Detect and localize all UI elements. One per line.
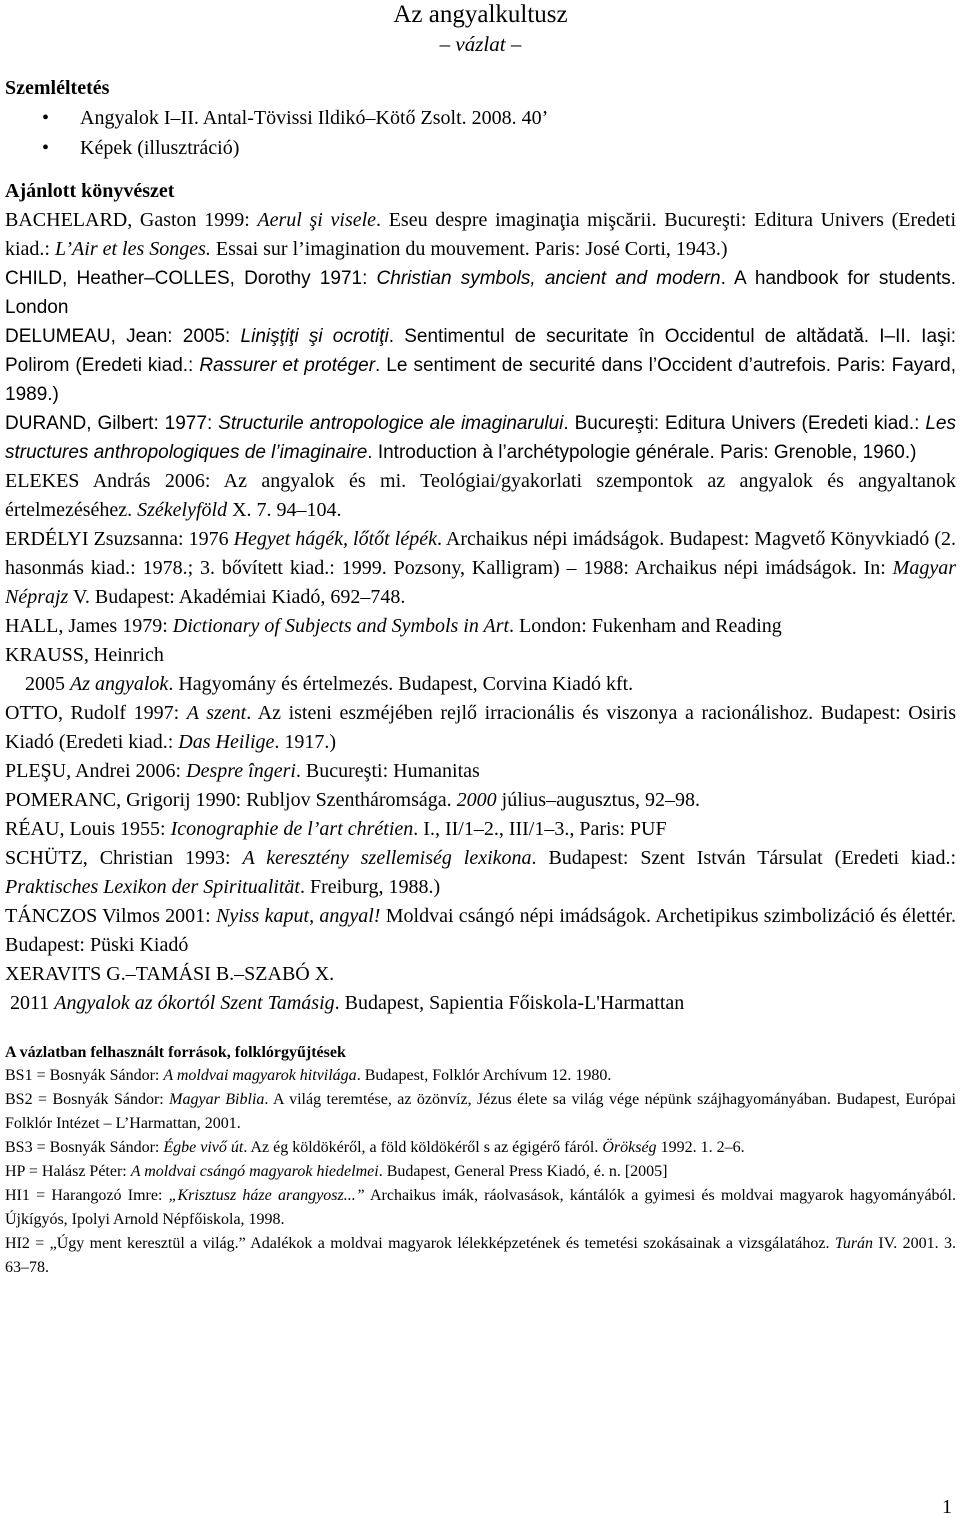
ref-pomeranc: POMERANC, Grigorij 1990: Rubljov Szentháromsága. 2000 július–augusztus, 92–98.: [5, 789, 700, 811]
list-item: • Képek (illusztráció): [5, 133, 956, 163]
ref-delumeau: DELUMEAU, Jean: 2005: Linişţiţi şi ocrotiţi. Sentimentul de securitate în Occidentul de altădată. I–II. Iaşi: Polirom (Eredeti kiad.: Rassurer et protéger. Le sentiment de securité dans l’Occident d’autrefois. Paris: Fayard, 1989.): [5, 326, 957, 405]
ref-reau: RÉAU, Louis 1955: Iconographie de l’art chrétien. I., II/1–2., III/1–3., Paris: PUF: [5, 818, 667, 840]
ref-krauss: KRAUSS, Heinrich: [5, 644, 164, 666]
illustrative-list: [5, 103, 956, 163]
ref-bachelard: BACHELARD, Gaston 1999: Aerul şi visele. Eseu despre imaginaţia mişcării. Bucureşti: Editura Univers (Eredeti kiad.: L’Air et les Songes. Essai sur l’imagination du mouvement. Paris: José Corti, 1943.): [5, 209, 956, 260]
ref-xeravits-detail: 2011 Angyalok az ókortól Szent Tamásig. Budapest, Sapientia Főiskola-L'Harmattan: [10, 992, 685, 1014]
illustrative-heading: Szemléltetés: [5, 77, 110, 99]
sources-heading: A vázlatban felhasznált források, folklórgyűjtések: [5, 1044, 346, 1061]
ref-xeravits: XERAVITS G.–TAMÁSI B.–SZABÓ X.: [5, 963, 335, 985]
document-title: Az angyalkultusz: [393, 1, 568, 28]
document-page: [5, 0, 956, 1280]
document-subtitle: – vázlat –: [439, 32, 522, 56]
source-bs1: BS1 = Bosnyák Sándor: A moldvai magyarok hitvilága. Budapest, Folklór Archívum 12. 1980.: [5, 1067, 612, 1084]
source-hi1: HI1 = Harangozó Imre: „Krisztusz háze arangyosz...” Archaikus imák, ráolvasások, kántálók a gyimesi és moldvai magyarok hagyományából. Újkígyós, Ipolyi Arnold Népfőiskola, 1998.: [5, 1187, 956, 1228]
ref-hall: HALL, James 1979: Dictionary of Subjects and Symbols in Art. London: Fukenham and Reading: [5, 615, 782, 637]
source-hi2: HI2 = „Úgy ment keresztül a világ.” Adalékok a moldvai magyarok lélekképzetének és temetési szokásainak a vizsgálatához. Turán IV. 2001. 3. 63–78.: [5, 1235, 956, 1276]
source-hp: HP = Halász Péter: A moldvai csángó magyarok hiedelmei. Budapest, General Press Kiadó, é. n. [2005]: [5, 1163, 668, 1180]
page-number: 1: [942, 1496, 952, 1518]
ref-plesu: PLEŞU, Andrei 2006: Despre îngeri. Bucureşti: Humanitas: [5, 760, 480, 782]
ref-krauss-detail: 2005 Az angyalok. Hagyomány és értelmezés. Budapest, Corvina Kiadó kft.: [25, 673, 634, 695]
sources-list: [5, 1064, 956, 1280]
ref-tanczos: TÁNCZOS Vilmos 2001: Nyiss kaput, angyal! Moldvai csángó népi imádságok. Archetipikus szimbolizáció és élettér. Budapest: Püski Kiadó: [5, 905, 956, 956]
ref-erdelyi: ERDÉLYI Zsuzsanna: 1976 Hegyet hágék, lőtőt lépék. Archaikus népi imádságok. Budapest: Magvető Könyvkiadó (2. hasonmás kiad.: 1978.; 3. bővített kiad.: 1999. Pozsony, Kalligram) – 1988: Archaikus népi imádságok. In: Magyar Néprajz V. Budapest: Akadémiai Kiadó, 692–748.: [5, 528, 956, 608]
ref-durand: DURAND, Gilbert: 1977: Structurile antropologice ale imaginarului. Bucureşti: Editura Univers (Eredeti kiad.: Les structures anthropologiques de l’imaginaire. Introduction à l’archétypologie générale. Paris: Grenoble, 1960.): [5, 413, 956, 463]
bibliography-list: [5, 206, 956, 1018]
ref-otto: OTTO, Rudolf 1997: A szent. Az isteni eszméjében rejlő irracionális és viszonya a racionálishoz. Budapest: Osiris Kiadó (Eredeti kiad.: Das Heilige. 1917.): [5, 702, 957, 753]
ref-schutz: SCHÜTZ, Christian 1993: A keresztény szellemiség lexikona. Budapest: Szent István Társulat (Eredeti kiad.: Praktisches Lexikon der Spiritualität. Freiburg, 1988.): [5, 847, 956, 898]
ref-child: CHILD, Heather–COLLES, Dorothy 1971: Christian symbols, ancient and modern. A handbook for students. London: [5, 268, 957, 318]
source-bs3: BS3 = Bosnyák Sándor: Égbe vivő út. Az ég köldökéről, a föld köldökéről s az égigérő fáról. Örökség 1992. 1. 2–6.: [5, 1139, 745, 1156]
ref-elekes: ELEKES András 2006: Az angyalok és mi. Teológiai/gyakorlati szempontok az angyalok és angyaltanok értelmezéséhez. Székelyföld X. 7. 94–104.: [5, 470, 956, 521]
source-bs2: BS2 = Bosnyák Sándor: Magyar Biblia. A világ teremtése, az özönvíz, Jézus élete sa világ vége népünk szájhagyományában. Budapest, Európai Folklór Intézet – L’Harmattan, 2001.: [5, 1091, 957, 1132]
bibliography-heading: Ajánlott könyvészet: [5, 180, 175, 202]
list-item: • Angyalok I–II. Antal-Tövissi Ildikó–Kötő Zsolt. 2008. 40’: [5, 103, 956, 133]
